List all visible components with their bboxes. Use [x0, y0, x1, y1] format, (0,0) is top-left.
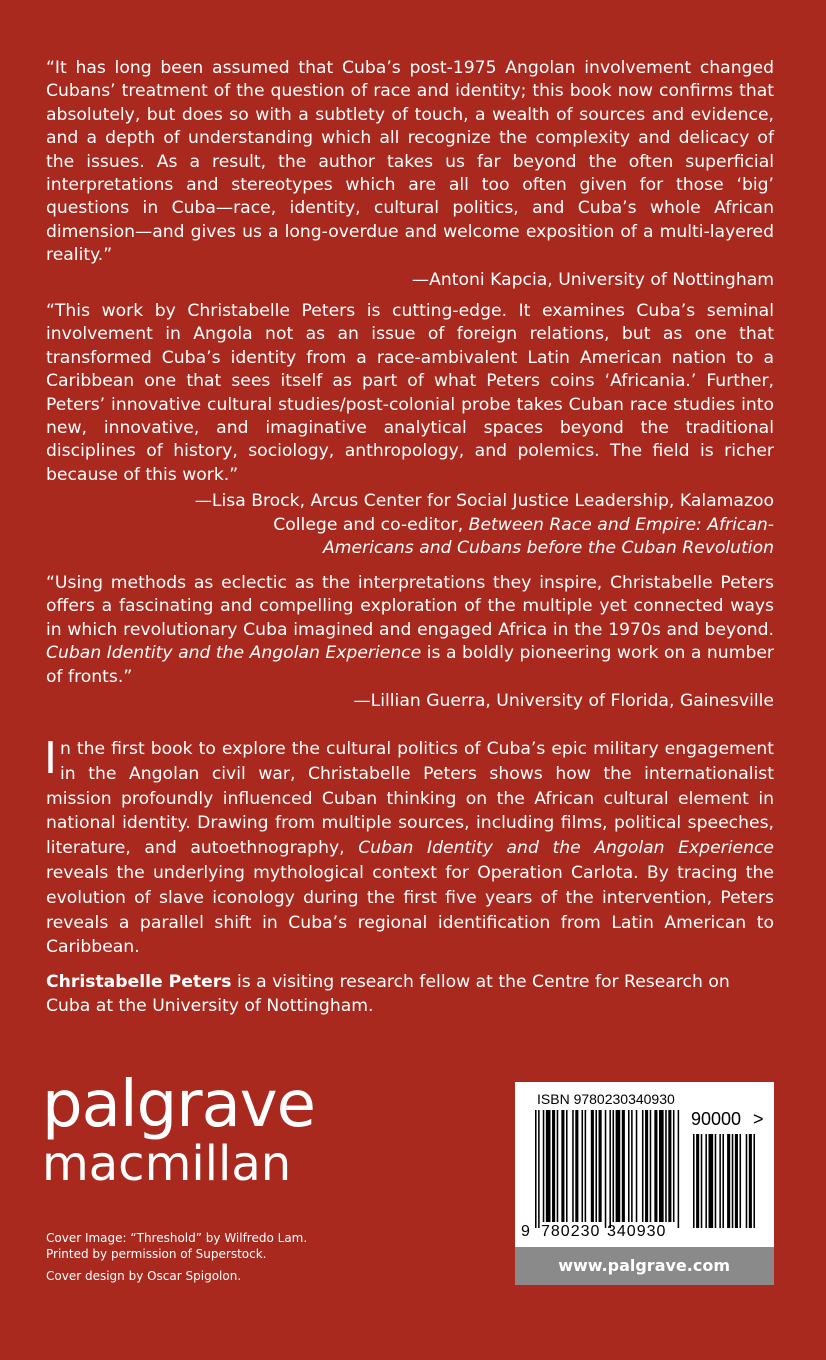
barcode-bar [636, 1110, 638, 1222]
price-code: 90000 [691, 1109, 742, 1129]
quote-title: Cuban Identity and the Angolan Experience [46, 643, 422, 664]
barcode-bar [595, 1110, 597, 1222]
book-title-cont: Americans and Cubans before the Cuban Revolution [323, 538, 774, 559]
logo-macmillan: macmillan [42, 1136, 292, 1192]
barcode-bar [659, 1110, 664, 1222]
price-arrow: > [753, 1109, 764, 1129]
credit-line: Cover design by Oscar Spigolon. [46, 1269, 242, 1283]
barcode-bar [585, 1110, 587, 1222]
barcode-bar [673, 1110, 675, 1222]
addon-bar [732, 1134, 734, 1228]
endorsement-brock [46, 300, 774, 560]
author-name: Christabelle Peters [46, 972, 232, 992]
endorsement-guerra [46, 572, 774, 713]
barcode-bar [591, 1110, 594, 1222]
addon-bar [709, 1134, 714, 1228]
book-summary [44, 733, 774, 960]
quote-text [46, 572, 774, 689]
barcode-bar [605, 1110, 607, 1228]
drop-cap: I [44, 733, 57, 784]
barcode-bar [609, 1110, 611, 1228]
quote-text: “It has long been assumed that Cuba’s post-1975 Angolan involvement changed Cubans’ treatment of the question of race and identity; this book now confirms that absolutely, but does so with a subtlety of touch, a wealth of sources and evidence, and a depth of understanding which all recognize the complexity and delicacy of the issues. As a result, the author takes us far beyond the often superficial interpretations and stereotypes which are all too often given for those ‘big’ questions in Cuba—race, identity, cultural politics, and Cuba’s whole African dimension—and gives us a long-overdue and welcome exposition of a multi-layered reality.” [46, 58, 774, 266]
addon-bar [719, 1134, 721, 1228]
addon-bar [740, 1134, 742, 1228]
quote-attribution: —Lillian Guerra, University of Florida, Gainesville [353, 691, 774, 712]
barcode-bar [546, 1110, 551, 1222]
barcode-bar [582, 1110, 584, 1222]
barcode-bar [599, 1110, 602, 1222]
quote-attribution [46, 490, 774, 560]
quote-text: “This work by Christabelle Peters is cutting-edge. It examines Cuba’s seminal involvement in Angola not as an issue of foreign relations, but as one that transformed Cuba’s identity from a race-ambivalent Latin American nation to a Caribbean one that sees itself as part of what Peters coins ‘Africania.’ Further, Peters’ innovative cultural studies/post-colonial probe takes Cuban race studies into new, innovative, and imaginative analytical spaces beyond the traditional disciplines of history, sociology, anthropology, and polemics. The field is richer because of this work.” [46, 301, 774, 485]
addon-bar [693, 1134, 695, 1228]
barcode-bar [650, 1110, 652, 1222]
barcode-bar [552, 1110, 555, 1222]
addon-bar [746, 1134, 748, 1228]
isbn-digits-left: 780230 [541, 1223, 601, 1240]
barcode-bar [572, 1110, 574, 1222]
endorsement-kapcia [46, 57, 774, 292]
summary-text: n the first book to explore the cultural politics of Cuba’s epic military engagement in the Angolan civil war, Christabelle Peters shows how the internationalist mission profoundly influenced Cuban thinking on the African cultural element in national identity. Drawing from multiple sources, including films, political speeches, literature, and autoethnography, [46, 739, 774, 859]
publisher-url: www.palgrave.com [515, 1247, 774, 1285]
addon-bar [705, 1134, 707, 1228]
barcode-bar [535, 1110, 537, 1228]
isbn-digit-first: 9 [521, 1223, 531, 1240]
barcode-bar [654, 1110, 657, 1222]
summary-text: reveals the underlying mythological context for Operation Carlota. By tracing the evolution of slave iconology during the first five years of the intervention, Peters reveals a parallel shift in Cuba’s regional identification from Latin American to Caribbean. [46, 862, 774, 958]
barcode-bar [642, 1110, 644, 1222]
addon-bar [696, 1134, 699, 1228]
author-bio [46, 970, 774, 1018]
quote-part: is a boldly pioneering work on a number of fronts.” [46, 643, 774, 687]
barcode-bar [557, 1110, 559, 1222]
credit-line: Cover Image: “Threshold” by Wilfredo Lam. [46, 1231, 308, 1245]
barcode-bar [575, 1110, 578, 1222]
quote-part: “Using methods as eclectic as the interpretations they inspire, Christabelle Peters offers a fascinating and compelling exploration of the multiple yet connected ways in which revolutionary Cuba imagined and engaged Africa in the 1970s and beyond. [46, 573, 774, 640]
barcode-bar [668, 1110, 671, 1222]
publisher-logo [42, 1068, 342, 1193]
logo-palgrave: palgrave [42, 1068, 316, 1142]
bio-text: is a visiting research fellow at the Centre for Research on Cuba at the University of Nottingham. [46, 972, 730, 1016]
credit-line: Printed by permission of Superstock. [46, 1247, 267, 1261]
barcode-bar [645, 1110, 648, 1222]
barcode-bar [566, 1110, 568, 1222]
barcode-bar [538, 1110, 540, 1228]
attribution-line-2: College and co-editor, [273, 514, 469, 535]
quote-attribution: —Antoni Kapcia, University of Nottingham [411, 269, 774, 290]
addon-bar [735, 1134, 738, 1228]
addon-bar [715, 1134, 717, 1228]
isbn-label: ISBN 9780230340930 [537, 1091, 675, 1107]
addon-bar [722, 1134, 724, 1228]
barcode-bar [631, 1110, 633, 1222]
addon-bar [727, 1134, 730, 1228]
barcode-bar [613, 1110, 615, 1222]
barcode-bar [665, 1110, 667, 1222]
addon-bar [749, 1134, 752, 1228]
barcode-bar [543, 1110, 545, 1222]
attribution-line-1: —Lisa Brock, Arcus Center for Social Justice Leadership, Kalamazoo [194, 491, 774, 512]
isbn-digits-right: 340930 [607, 1223, 667, 1240]
barcode-bar [678, 1110, 680, 1228]
barcode-bar [628, 1110, 630, 1222]
barcode-bar [622, 1110, 625, 1222]
barcode-bar [561, 1110, 564, 1222]
summary-title: Cuban Identity and the Angolan Experience [358, 838, 774, 859]
barcode-bar [616, 1110, 621, 1222]
book-title: Between Race and Empire: African- [468, 514, 774, 535]
addon-bar [701, 1134, 703, 1228]
cover-credits [46, 1230, 366, 1284]
barcode-box [515, 1082, 774, 1285]
addon-bar [753, 1134, 755, 1228]
